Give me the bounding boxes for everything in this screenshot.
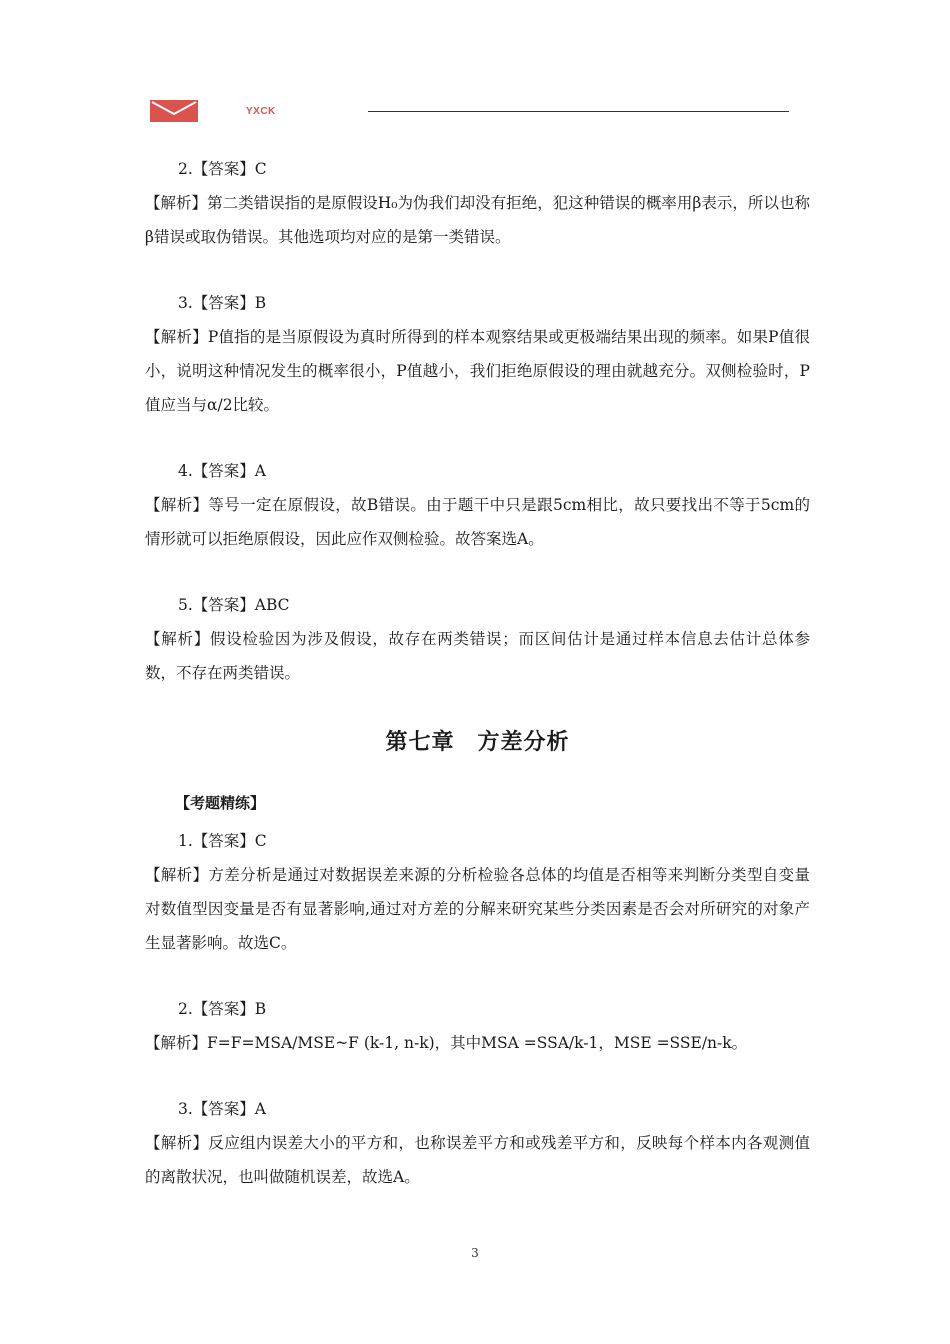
answer-line: 4.【答案】A [178, 462, 266, 480]
answer-line: 2.【答案】B [178, 1000, 267, 1018]
section-heading: 【考题精练】 [175, 794, 266, 812]
explanation-text: 【解析】第二类错误指的是原假设H₀为伪我们却没有拒绝，犯这种错误的概率用β表示，所以也称β错误或取伪错误。其他选项均对应的是第一类错误。 [145, 194, 810, 246]
document-body [145, 152, 810, 1194]
chapter-title: 第七章 方差分析 [385, 730, 570, 755]
explanation-text: 【解析】方差分析是通过对数据误差来源的分析检验各总体的均值是否相等来判断分类型自变量对数值型因变量是否有显著影响,通过对方差的分解来研究某些分类因素是否会对所研究的对象产生显著影响。故选C。 [145, 866, 810, 952]
explanation-text: 【解析】假设检验因为涉及假设，故存在两类错误；而区间估计是通过样本信息去估计总体参数，不存在两类错误。 [145, 630, 810, 682]
answer-line: 2.【答案】C [178, 160, 267, 178]
brand-text: YXCK [246, 106, 276, 117]
answer-line: 3.【答案】A [178, 1100, 266, 1118]
explanation-text: 【解析】反应组内误差大小的平方和，也称误差平方和或残差平方和，反映每个样本内各观测值的离散状况，也叫做随机误差，故选A。 [145, 1134, 810, 1186]
page-number: 3 [471, 1246, 479, 1260]
explanation-text: 【解析】F=F=MSA/MSE~F (k-1, n-k)，其中MSA =SSA/k-1，MSE =SSE/n-k。 [145, 1034, 748, 1052]
answer-line: 1.【答案】C [178, 832, 267, 850]
explanation-text: 【解析】P值指的是当原假设为真时所得到的样本观察结果或更极端结果出现的频率。如果P值很小，说明这种情况发生的概率很小，P值越小，我们拒绝原假设的理由就越充分。双侧检验时，P值应当与α/2比较。 [145, 328, 810, 414]
answer-line: 3.【答案】B [178, 294, 267, 312]
answer-line: 5.【答案】ABC [178, 596, 290, 614]
explanation-text: 【解析】等号一定在原假设，故B错误。由于题干中只是跟5cm相比，故只要找出不等于5cm的情形就可以拒绝原假设，因此应作双侧检验。故答案选A。 [145, 496, 810, 548]
envelope-logo-icon [150, 100, 198, 122]
header-rule [368, 111, 789, 112]
